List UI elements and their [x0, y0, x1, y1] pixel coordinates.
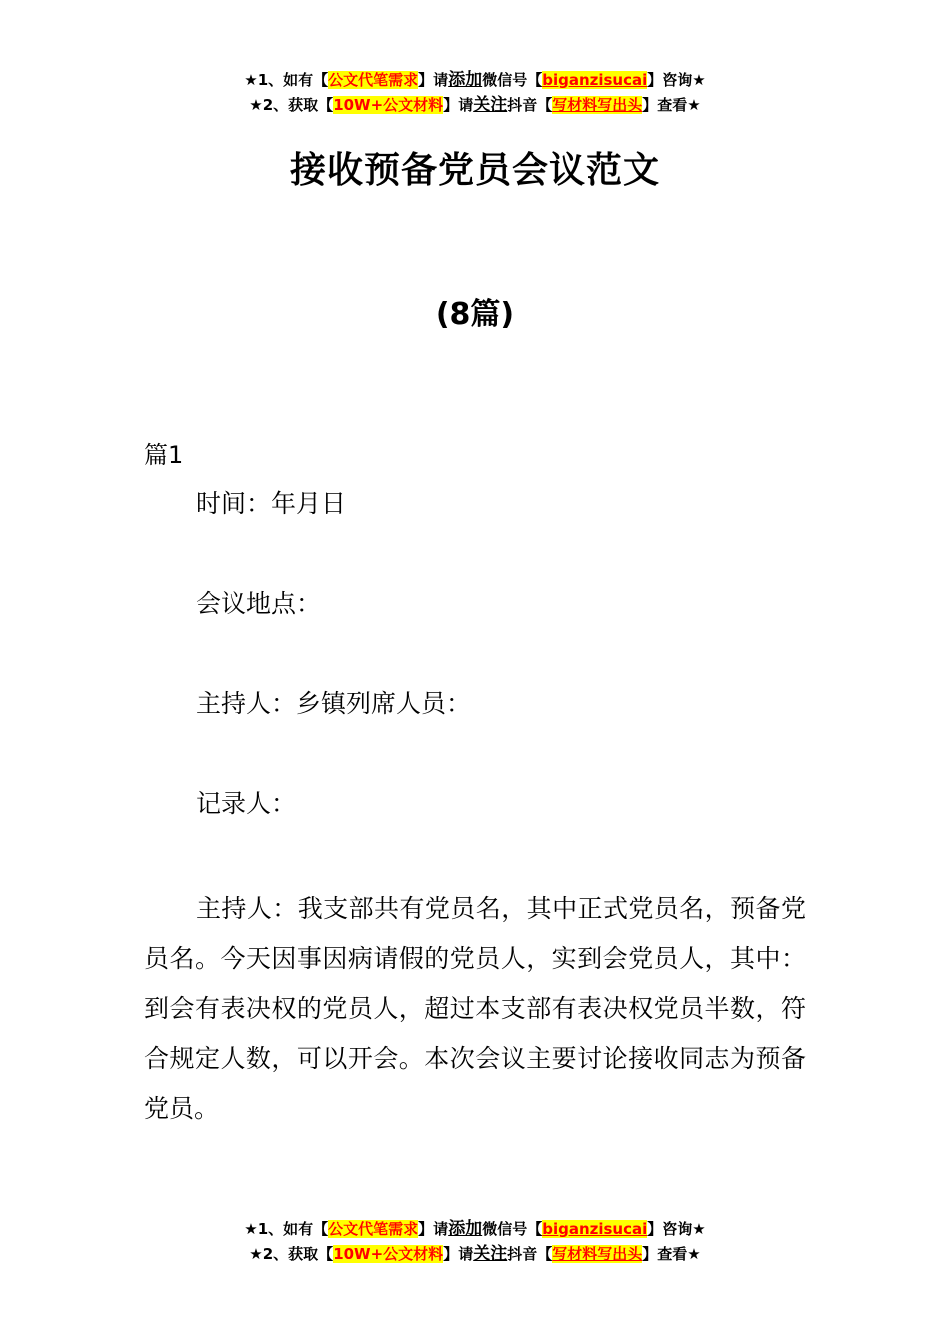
- promo-text: ★2、获取【: [249, 96, 334, 114]
- header-promo-banner: [0, 68, 950, 118]
- promo-emphasis: 添加: [448, 1219, 483, 1239]
- promo-text: ★2、获取【: [249, 1245, 334, 1263]
- promo-line-1: [0, 68, 950, 93]
- promo-emphasis: 关注: [473, 1244, 508, 1264]
- meeting-host-field: 主持人：乡镇列席人员：: [196, 689, 472, 718]
- promo-highlight: 公文代笔需求: [328, 1220, 419, 1238]
- promo-text: ★1、如有【: [244, 1220, 329, 1238]
- meeting-time-field: 时间：年月日: [196, 489, 347, 518]
- promo-text: 】咨询★: [647, 1220, 706, 1238]
- promo-text: ★1、如有【: [244, 71, 329, 89]
- meeting-location-field: 会议地点：: [196, 589, 322, 618]
- promo-text: 微信号【: [482, 1220, 543, 1238]
- promo-text: 抖音【: [507, 96, 553, 114]
- promo-text: 】请: [443, 96, 474, 114]
- promo-emphasis: 关注: [473, 95, 508, 115]
- douyin-account-link[interactable]: 写材料写出头: [552, 1245, 643, 1263]
- promo-text: 】请: [418, 71, 449, 89]
- promo-text: 抖音【: [507, 1245, 553, 1263]
- document-title: 接收预备党员会议范文: [289, 150, 660, 191]
- promo-text: 】咨询★: [647, 71, 706, 89]
- promo-text: 微信号【: [482, 71, 543, 89]
- promo-text: 】请: [418, 1220, 449, 1238]
- wechat-id-link[interactable]: biganzisucai: [542, 71, 648, 89]
- wechat-id-link[interactable]: biganzisucai: [542, 1220, 648, 1238]
- promo-text: 】查看★: [642, 96, 701, 114]
- promo-text: 】查看★: [642, 1245, 701, 1263]
- promo-line-2: [0, 1242, 950, 1267]
- promo-text: 】请: [443, 1245, 474, 1263]
- promo-line-1: [0, 1217, 950, 1242]
- promo-highlight: 公文代笔需求: [328, 71, 419, 89]
- promo-line-2: [0, 93, 950, 118]
- section-label: 篇1: [144, 441, 184, 469]
- promo-highlight: 10W+公文材料: [333, 96, 444, 114]
- douyin-account-link[interactable]: 写材料写出头: [552, 96, 643, 114]
- body-paragraph: 主持人：我支部共有党员名，其中正式党员名，预备党员名。今天因事因病请假的党员人，实到会党员人，其中：到会有表决权的党员人，超过本支部有表决权党员半数，符合规定人数，可以开会。本次会议主要讨论接收同志为预备党员。: [144, 894, 806, 1123]
- promo-emphasis: 添加: [448, 70, 483, 90]
- document-subtitle: (8篇): [435, 297, 515, 332]
- promo-highlight: 10W+公文材料: [333, 1245, 444, 1263]
- meeting-recorder-field: 记录人：: [196, 789, 297, 818]
- footer-promo-banner: [0, 1217, 950, 1267]
